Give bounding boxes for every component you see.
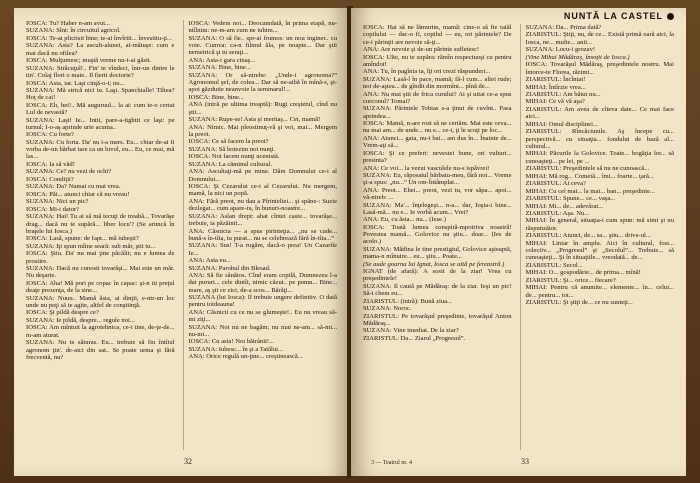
dialogue-line: ZIARISTUL: Preşedintele să nu ne cunoască...: [525, 165, 650, 173]
dialogue-line: IOSCA: Asta, iar. Laşi cinţă-o-i; nu...: [26, 79, 125, 87]
dialogue-line: MIHAI: Mă rog... Cometă... îmi... foarte... ţară...: [525, 172, 654, 180]
dialogue-line: SUZANA: Rupe-se! Asta şi meritaş... Cei, mamă!: [188, 116, 321, 124]
dialogue-line: ZIARISTUL: Rîncăciunile. Aş începe cu... perspectivă... cu situaţia... fondului de bază al... cultural...: [525, 128, 674, 150]
dialogue-line: (Vine Mihai Mădăraş, însoţit de Iosca.): [525, 53, 630, 61]
dialogue-line: SUZANA: Il caută pe Mădăraş: de la ziar. Ieşi un pic! Să-i chem eu...: [363, 282, 512, 298]
dialogue-line: IOSCA: Te-ai plictisit bine; te-ai învîrtit... învestitu-ţi...: [26, 34, 172, 42]
dialogue-line: ANA: Eu, cu ăsta... nu... (Iese.): [363, 216, 446, 224]
dialogue-line: SUZANA: Ie pildă, despre... regule noi...: [26, 316, 135, 324]
dialogue-line: ZIARISTUL: Ai ceva?: [525, 180, 586, 188]
dialogue-line: SUZANA: Sus! T-a rugăm, dacă-o prea! Un Cazarile Ie...: [188, 242, 337, 257]
dialogue-line: SUZANA: La căminul cultural.: [188, 160, 273, 168]
dialogue-line: ANA: Să fie sănătos. Cînd eram copilă, Dumnezeu l-a dat pururi... cele dintîi, nimic căzut.. pe pomn... Bine... mare, aş şti ce zici, de-a scos... Bărăţi...: [188, 272, 337, 294]
dialogue-line: SUZANA: Or să-ntrebe: „Unde-i agronoma?” Agronomul şef, de colea... Dar să ne-aibă în mînă-s, şi-apoi găzduite neanvoie la seminarul!...: [188, 71, 337, 94]
dialogue-line: IOSCA: Mulţumesc; muştă vreme nu-i-ai găsit.: [26, 57, 152, 65]
dialogue-line: SUZANA: Ce? nu vezi de ochi?: [26, 168, 112, 176]
dialogue-line: MIHAI: În general, situaţia-i cum spun: mă simt şi nu răspunzător.: [525, 217, 674, 232]
running-head: [564, 11, 674, 21]
dialogue-line: IOSCA: Păi... atunci chiar că nu vreau!: [26, 190, 130, 198]
dialogue-line: IGNAT (de afară): A sosit de la ziar! Vrea cu preşedintele!: [363, 268, 512, 283]
left-page-number: 32: [184, 457, 192, 466]
dialogue-line: SUZANA: Dacă nu cunosti tovarăşi... Mai este un măr. Nu deşarte.: [26, 265, 175, 280]
left-column-1: [26, 20, 175, 450]
dialogue-line: SUZANA: Parohul din Blesad.: [188, 264, 271, 272]
dialogue-line: MIHAI: Omul disciplinei...: [525, 120, 598, 128]
dialogue-line: IOSCA: Cu asta! Noi bătrânii!...: [188, 338, 275, 346]
dialogue-line: SUZANA: Iubesc... în şi a Tatălui...: [188, 345, 283, 353]
dialogue-line: IOSCA: Toată lumea conspiră-mpotriva noastră! Povestea mamă... Golovice nu ştiu... doar... (Ies de acolo.): [363, 223, 512, 246]
dialogue-line: MIHAI: O... gospodărie... de prima... mînă!: [525, 269, 641, 277]
dialogue-line: IOSCA: Condiţii?: [26, 175, 74, 183]
dialogue-line: MIHAI: Mi... de... adevărat...: [525, 202, 604, 210]
dialogue-line: IOSCA: Şi pildă despre ce?: [26, 309, 99, 317]
dialogue-line: IOSCA: Mamă, n-are rost să ne certăm. Mai este ceva... nu mai am... de unde... nu e... ce-i, ţi le scoţi pe loc...: [363, 120, 512, 135]
dialogue-line: ZIARISTUL: Atunci, de... sa... ştiu... drive-ul...: [525, 232, 651, 240]
dialogue-line: SUZANA: Mădina le tine prestigiul, Golovice aşteaptă, mama-n mînuire... eu... ştiu... Poate...: [363, 245, 512, 261]
dialogue-line: (Se aude goarna lui Ignat, Iosca se uită pe fereastră.): [363, 260, 505, 268]
dialogue-line: ZIARISTUL: (intră): Bună ziua...: [363, 297, 452, 305]
dialogue-line: IOSCA: Cu forte?: [26, 131, 74, 139]
dialogue-line: MIHAI: Întîrzie vrea...: [525, 83, 586, 91]
dialogue-line: ANA: Tu, în pagînia ta, îţi ori crezi răspunderi...: [363, 68, 491, 76]
dialogue-line: SUZANA: Nuuu.. Mamă ăsta, ai dinţii, e-ntr-un loc unde nu poţi să te agite, altfel de conştiinţă.: [26, 294, 175, 309]
dialogue-line: IOSCA: Tu? Haber n-am avut...: [26, 20, 111, 27]
dialogue-line: ANA: Are nevoie şi de-un părinte sufletesc!: [363, 46, 480, 54]
dialogue-line: IOSCA: Ştiu. Da' nu mai ţine păcălit; nu e lumea de prostire.: [26, 250, 175, 265]
dialogue-line: IOSCA: Aha! Mă pori pe copac în capac: şi-n tii preţul deaţe prezenţa, de la sine...: [26, 279, 175, 295]
dialogue-line: ANA: Asta eu...: [188, 257, 231, 265]
dialogue-line: ZIARISTUL: Secol...: [525, 261, 583, 269]
dialogue-line: SUZANA: Noroc.: [363, 305, 412, 313]
dialogue-line: SUZANA: Nu te săturas. Eu... trebuie să fiu întîiul agronom ţin'. de-aici din sat.. Se poate urma şi fără frecventă, nu?: [26, 339, 175, 361]
dialogue-line: SUZANA: Hai! Tu ai să mă tecuţi de treabă... Tovarăşe drag... dacă nu te supără... liber locu'? (Se aruncă în braţele lui Iosca.): [26, 213, 175, 235]
dialogue-line: ANA: Nu mai ştii de frica curului? Ai şi uitat ce-a spus curconul? Tomai?: [363, 90, 512, 105]
bullet-icon: [667, 13, 674, 20]
dialogue-line: IOSCA: Hai să ne lămurim, mamă: cine-o să fie tatăl copilului — dac-o fi, copilul — eu, ori părintele? De ce-i părinţii are nevoie să-ţi...: [363, 24, 512, 46]
dialogue-line: SUZANA: Sînt: în circuitul agricol.: [26, 27, 121, 35]
dialogue-line: IOSCA: Mi-i dator?: [26, 205, 80, 213]
right-column-1: [363, 24, 512, 450]
signature-mark: 3 — Teatrul nr. 4: [371, 460, 412, 466]
left-columns: [26, 20, 337, 450]
dialogue-line: SUZANA: O să fie.. spr-ai frumos: un nou inginer.. cu voie. Cumva: ca-n filmul ăla, pe noapte... Dar ştii nemetrică şi tu seraţi...: [188, 34, 337, 57]
dialogue-line: MIHAI: Liniar în amplu. Aici în cultural, fost... colectiv... „Progresul” şi „Secolul”... Trebuie... să cunoaşteţi... Şi în situaţiile... vreodată... de...: [525, 239, 674, 262]
dialogue-line: SUZANA: Mă strică nici tu. Laşi. Spanchialle! Tiltea? Hoţ de cai!: [26, 86, 175, 102]
dialogue-line: ANA: Ce voi... la vezui vasculele nu-s ispăvrei!: [363, 164, 490, 172]
dialogue-line: ZIARISTUL: Am bătut nu...: [525, 90, 601, 98]
dialogue-line: IOSCA: Am mîntuit la agrotehnica, ce-i tine, de-ţe-de... m-am aturat.: [26, 324, 175, 339]
dialogue-line: IOSCA: Şi ce preferi: nevestei bune, ori vulturi... presinta?: [363, 149, 512, 165]
dialogue-line: SUZANA: Nici un pic?: [26, 198, 89, 206]
dialogue-line: ZIARISTUL: Am avea de cîteva date... Ce mai face aici...: [525, 105, 674, 121]
dialogue-line: ANA: Preot... Ehei... preot, vezi tu, vor săpa... apoi... vă-ntreb: ...: [363, 186, 512, 202]
dialogue-line: SUZANA: Aslan drept: ahat cîntei caste... tovarăşe... trebuie, ia păzăinit...: [188, 212, 337, 228]
dialogue-line: SUZANA: Asta? La ascult-alunei, ai-mătuşe: cum e mai dacă nu ofilea?: [26, 42, 175, 57]
dialogue-line: ANA: Căsnicii cu ce nu se glumeşte!.. Eu nu vreau să-mi ziţi...: [188, 308, 337, 324]
dialogue-line: ANA: Orice regulă un-ţine... creştinească...: [188, 353, 303, 361]
dialogue-line: SUZANA: Da? Numai cu mai vrea.: [26, 183, 121, 191]
dialogue-line: ANA (intră pe ultima treaptă): Rugi creştetul, cînd nu ştii...: [188, 101, 337, 116]
dialogue-line: MIHAI: Cu cel mai... la mai... ban... preşedinte...: [525, 187, 655, 195]
dialogue-line: SUZANA: Ma'... înţelegeşi... n-a... dar, Ioşia-i bine... Lasă-mă... nu e... Ie vorbă acum... Vrei?: [363, 201, 512, 216]
dialogue-line: ZIARISTUL: Pe tovarăşul preşedinte, tovarăşul Anton Mădăraş...: [363, 312, 512, 327]
dialogue-line: SUZANA: Părintele Tobias s-a ţinut de cuvînt.. Pasa aprindea...: [363, 105, 512, 120]
dialogue-line: SUZANA: Vine imediat. De la ziar?: [363, 327, 459, 335]
dialogue-line: IOSCA: Ulte, nu te supăra: rămîn respectuoşi cu pentru amîndoi!: [363, 53, 512, 68]
dialogue-line: ZIARISTUL: Spune... ce... vaşa...: [525, 195, 616, 203]
dialogue-line: SUZANA: Să botezim noi nunţi.: [188, 145, 276, 153]
dialogue-line: SUZANA: Da... Prima dată?: [525, 24, 602, 31]
left-column-2: [183, 20, 338, 450]
dialogue-line: ZIARISTUL: Ştiţi, nu, de ce... Există primă oară aici, la Iosca, ne... multe... anii...: [525, 31, 674, 46]
dialogue-line: ZIARISTUL: Încîntat!: [525, 76, 586, 84]
dialogue-line: ANA: Căsnicia — a spus pirinteţia... „nu se cade... bună-s în-tîia, tu purat... nu se celebrează fără în-tîia...”: [188, 227, 337, 242]
dialogue-line: ANA: Ascultaţi-mă pe mine. Dăm Domnului ce-i al Domnului...: [188, 168, 337, 183]
dialogue-line: SUZANA: Străcuţul!.. Fin' te vîndeci, într-un dintre le tin'. Colaj flori o maie.. Il fierti doctorie?: [26, 64, 175, 80]
dialogue-line: ANA: Atunci... gata, nu-i bai... am dus în... Înainte de... Vrem-aţi să...: [363, 134, 512, 150]
dialogue-line: IOSCA: Bine, bine...: [188, 93, 244, 101]
dialogue-line: ZIARISTUL: Aşa. Nu...: [525, 209, 590, 217]
dialogue-line: SUZANA: Iţi spun mîine seară: sub măr, ştii tu...: [26, 242, 156, 250]
dialogue-line: IOSCA: Tovarăşul Mădăraş, preşedintele nostru. Mai întorce-te Florea, răzimi...: [525, 61, 674, 76]
dialogue-line: IOSCA: Noi facem nunţi ucenistă.: [188, 153, 280, 161]
dialogue-line: SUZANA: Cu forta. Da' nu i-a mers. Eu... chiar de-ai fi vorba de-un bărbat tare ca un bivol, eu... Eu, ce mai, mă las...: [26, 138, 175, 161]
dialogue-line: ZIARISTUL: Şi ştiţi de... ce nu sunteţi...: [525, 299, 633, 307]
dialogue-line: IOSCA: Şi Cezarului ce-i al Cezarului. Nu mergem, mamă, la nici un popă.: [188, 183, 337, 198]
dialogue-line: SUZANA: Eu, răposatul bărbatu-meu, fără noi... Vreme şi-a spus: „nu...” Un om-Întâmplat...: [363, 172, 512, 187]
dialogue-line: SUZANA: Bine, bine...: [188, 64, 251, 72]
right-columns: [363, 24, 674, 450]
dialogue-line: IOSCA: Ce să facem la preot?: [188, 138, 269, 146]
dialogue-line: SUZANA: Noi nu ne bagăm; nu mai ne-am... să-mi... nu-mi...: [188, 323, 337, 338]
dialogue-line: ANA: Asta-i gara cinaş...: [188, 56, 256, 64]
dialogue-line: IOSCA: Vedem noi... Deocamdată, în prima etapă, nu-ntîlnim: ne-m-am cum ne iubim...: [188, 20, 337, 35]
dialogue-line: IOSCA: Eh, hei!.. Mă auguruul... la ai: cum te-o certat Lul de nevastă?: [26, 101, 175, 117]
right-page-number: 33: [521, 457, 529, 466]
dialogue-line: MIHAI: Ce vă vă aşa?: [525, 98, 585, 106]
dialogue-line: ANA: Fără preot, nu dau a Pîrinteliei... şi spăne-: Suzie dezlegat... cum apare-ra, în bunuri-noastre...: [188, 197, 337, 213]
right-page: [351, 8, 686, 476]
dialogue-line: IOSCA: Ia să văd!: [26, 160, 75, 168]
dialogue-line: ANA: Nimic. Mai pleostinuţ-vă şi voi, mai... Mergem la preot.: [188, 123, 337, 138]
dialogue-line: IOSCA: Lasă, spune: de fapt... mă iubeşti?: [26, 235, 139, 243]
running-head-title: NUNTĂ LA CASTEL: [563, 11, 663, 21]
dialogue-line: ZIARISTUL: Da... Ziarul „Progresul”.: [363, 334, 466, 342]
dialogue-line: ZIARISTUL: Şi... orice... fiecare?: [525, 276, 616, 284]
dialogue-line: SUZANA (lui Iosca): Il trebuie ungere definitiv. O dată pentru totdeauna!: [188, 294, 337, 309]
dialogue-line: SUZANA: Locu-i grozav!: [525, 46, 596, 54]
dialogue-line: MIHAI: Pentru că anumite... elemente... în... celui... de... pentru... tot...: [525, 284, 674, 299]
dialogue-line: SUZANA: Lasă-l în pace, mamă; fă-l cum... altei rude; noi de-aştea... de gîndit din mormînt... pînă de...: [363, 75, 512, 91]
right-column-2: [520, 24, 675, 450]
left-page: [14, 8, 349, 476]
dialogue-line: SUZANA: Laşi! Ie... Intii, pare-a-tightit ce laşi: pe turnul; I-o-aş aprinde urie acuma..: [26, 116, 175, 131]
dialogue-line: MIHAI: Păcurile la Golovice. Toate... bogăţia lor... să cunoaşteţi... pe lei, pe ...: [525, 150, 674, 165]
